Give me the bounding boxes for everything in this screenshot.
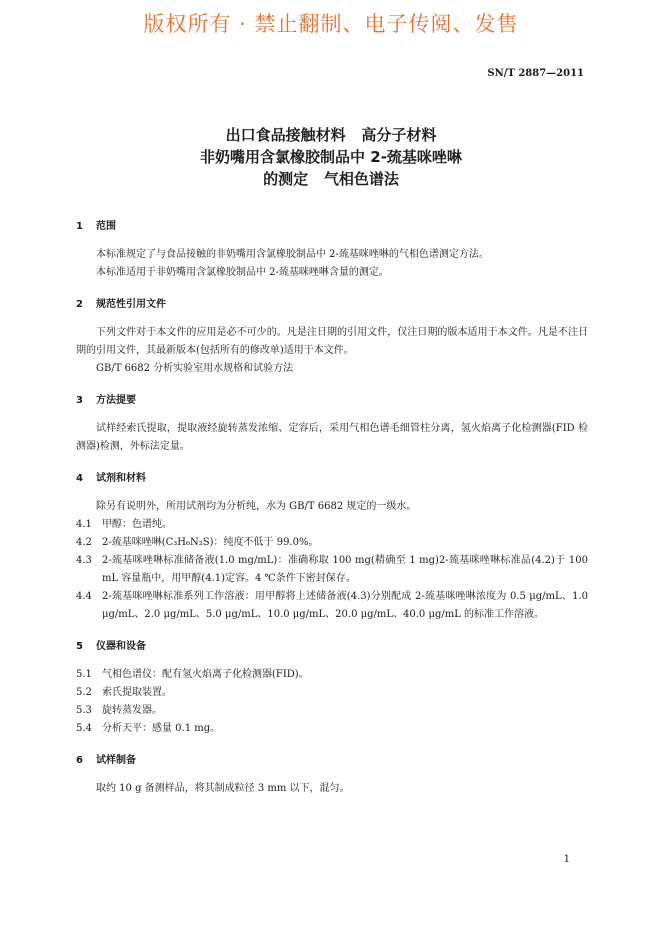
section-6-heading: [76, 752, 588, 770]
paragraph: 本标准适用于非奶嘴用含氯橡胶制品中 2-巯基咪唑啉含量的测定。: [96, 267, 389, 278]
section-title: 范围: [96, 221, 116, 232]
item-text: 分析天平：感量 0.1 mg。: [102, 723, 221, 734]
paragraph: 本标准规定了与食品接触的非奶嘴用含氯橡胶制品中 2-巯基咪唑啉的气相色谱测定方法。: [96, 249, 489, 260]
list-item: [76, 702, 588, 720]
item-number: 5.2: [76, 687, 92, 698]
section-2-heading: [76, 296, 588, 314]
standard-code: SN/T 2887—2011: [487, 68, 584, 79]
section-number: 6: [76, 755, 83, 766]
item-number: 5.4: [76, 723, 92, 734]
section-number: 2: [76, 299, 83, 310]
item-text: 2-巯基咪唑啉(C₃H₆N₂S)：纯度不低于 99.0%。: [102, 537, 319, 548]
paragraph: 试样经索氏提取，提取液经旋转蒸发浓缩、定容后，采用气相色谱毛细管柱分离，氢火焰离子化检测器(FID 检测器)检测，外标法定量。: [76, 423, 588, 452]
title-line-2: 非奶嘴用含氯橡胶制品中 2-巯基咪唑啉: [200, 148, 462, 166]
item-number: 5.3: [76, 705, 92, 716]
section-title: 规范性引用文件: [96, 299, 166, 310]
paragraph: 取约 10 g 备测样品，将其制成粒径 3 mm 以下，混匀。: [96, 783, 350, 794]
section-number: 4: [76, 473, 83, 484]
section-title: 试样制备: [96, 755, 136, 766]
title-line-3: 的测定 气相色谱法: [263, 170, 399, 188]
document-body: [76, 218, 588, 798]
item-text: 旋转蒸发器。: [102, 705, 162, 716]
paragraph: 除另有说明外，所用试剂均为分析纯，水为 GB/T 6682 规定的一级水。: [96, 501, 417, 512]
item-number: 4.4: [76, 591, 92, 602]
title-line-1: 出口食品接触材料 高分子材料: [225, 126, 437, 144]
item-number: 5.1: [76, 669, 92, 680]
section-5-heading: [76, 638, 588, 656]
list-item: [76, 534, 588, 552]
item-number: 4.2: [76, 537, 92, 548]
watermark-banner: 版权所有 · 禁止翻制、电子传阅、发售: [143, 12, 519, 36]
page-number: 1: [563, 854, 570, 865]
item-text: 2-巯基咪唑啉标准储备液(1.0 mg/mL)：准确称取 100 mg(精确至 1 mg)2-巯基咪唑啉标准品(4.2)于 100 mL 容量瓶中，用甲醇(4.1)定容。4 ℃条件下密封保存。: [102, 555, 588, 584]
section-title: 方法提要: [96, 395, 136, 406]
item-text: 甲醇：色谱纯。: [102, 519, 172, 530]
paragraph: 下列文件对于本文件的应用是必不可少的。凡是注日期的引用文件，仅注日期的版本适用于本文件。凡是不注日期的引用文件，其最新版本(包括所有的修改单)适用于本文件。: [76, 327, 588, 356]
item-text: 索氏提取装置。: [102, 687, 172, 698]
item-number: 4.3: [76, 555, 92, 566]
section-4-heading: [76, 470, 588, 488]
section-1-heading: [76, 218, 588, 236]
item-text: 2-巯基咪唑啉标准系列工作溶液：用甲醇将上述储备液(4.3)分别配成 2-巯基咪唑啉浓度为 0.5 μg/mL、1.0 μg/mL、2.0 μg/mL、5.0 μg/mL、10.0 μg/mL、20.0 μg/mL、40.0 μg/mL 的标准工作溶液。: [102, 591, 588, 620]
list-item: [76, 684, 588, 702]
list-item: [76, 720, 588, 738]
list-item: [76, 552, 588, 588]
section-3-heading: [76, 392, 588, 410]
section-title: 试剂和材料: [96, 473, 146, 484]
item-number: 4.1: [76, 519, 92, 530]
list-item: [76, 666, 588, 684]
section-number: 3: [76, 395, 83, 406]
document-title: [0, 124, 662, 190]
item-text: 气相色谱仪：配有氢火焰离子化检测器(FID)。: [102, 669, 309, 680]
list-item: [76, 516, 588, 534]
paragraph: GB/T 6682 分析实验室用水规格和试验方法: [96, 363, 294, 374]
section-number: 1: [76, 221, 83, 232]
section-number: 5: [76, 641, 83, 652]
section-title: 仪器和设备: [96, 641, 146, 652]
list-item: [76, 588, 588, 624]
